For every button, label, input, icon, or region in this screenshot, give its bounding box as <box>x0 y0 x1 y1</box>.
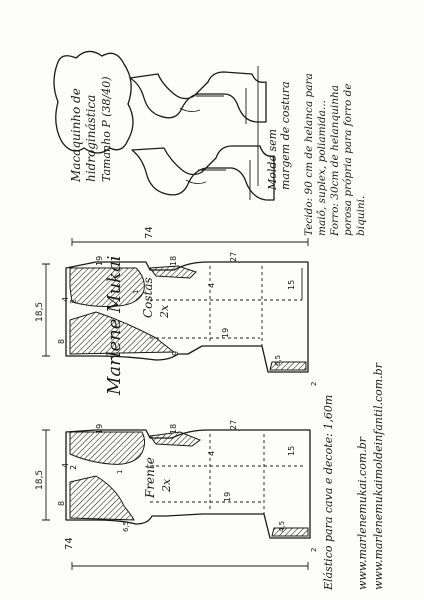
back-m2-crotch: 2 <box>310 381 318 386</box>
signature <box>104 255 125 396</box>
back-m9-low: 9 <box>171 350 180 356</box>
fabric-note-line2: maiô, suplex, poliamida... <box>316 100 328 236</box>
title-line1: Macaquinho de <box>69 88 83 182</box>
back-piece <box>35 226 318 386</box>
front-height-label: 18,5 <box>35 469 45 490</box>
back-m6-crotch: 6,5 <box>274 354 282 366</box>
back-m18-top: 18 <box>169 255 178 266</box>
fabric-note-line5: biquini. <box>355 195 367 236</box>
back-m8-left: 8 <box>57 338 66 344</box>
front-m1-mid: 1 <box>116 469 124 474</box>
front-m4-left: 4 <box>61 462 70 468</box>
front-m4-mid: 4 <box>207 450 216 456</box>
front-m15-side: 15 <box>287 445 296 456</box>
front-m8-left: 8 <box>57 500 66 506</box>
front-m18-top: 18 <box>169 423 178 434</box>
front-neck-facing <box>70 476 134 520</box>
front-piece <box>35 420 318 570</box>
back-height-label: 18,5 <box>35 301 45 322</box>
mold-note-line1: Molde sem <box>266 128 279 190</box>
front-piece-label: Frente <box>143 457 157 498</box>
front-width-label: 74 <box>64 537 75 550</box>
back-m19-top: 19 <box>95 255 104 266</box>
front-m2-left: 2 <box>69 464 78 470</box>
back-m1-mid: 1 <box>132 289 140 294</box>
front-m6-low: 6,5 <box>122 520 130 532</box>
fabric-note-line4: porosa própria para forro de <box>342 83 354 236</box>
back-m27-top: 27 <box>229 251 238 262</box>
fabric-note-line3: Forro: 30cm de helanquinha <box>329 84 341 236</box>
silhouette-front-view <box>132 146 274 200</box>
back-m4-mid: 4 <box>207 282 216 288</box>
front-m27-top: 27 <box>229 419 238 430</box>
back-shoulder-facing <box>150 266 196 278</box>
back-m19-low: 19 <box>221 327 230 338</box>
svg-text:Marlene Mukai: Marlene Mukai <box>104 255 125 395</box>
back-m4-left: 4 <box>61 296 70 302</box>
back-m2-left: 2 <box>69 298 78 304</box>
url-2: www.marlenemukaimoldeinfantil.com.br <box>372 363 385 590</box>
front-piece-count: 2x <box>160 478 173 492</box>
url-1: www.marlenemukai.com.br <box>356 436 369 590</box>
fabric-note-line1: Tecido: 90 cm de helanca para <box>303 73 315 236</box>
front-m19-low: 19 <box>223 491 232 502</box>
silhouette-back-view <box>130 72 266 124</box>
front-m4-crotch: 4,5 <box>278 520 286 532</box>
fabric-note <box>303 73 367 237</box>
title-line3: Tamanho P (38/40) <box>100 76 113 182</box>
front-m2-crotch: 2 <box>310 547 318 552</box>
front-width-dimension <box>72 562 308 570</box>
back-piece-count: 2x <box>158 304 171 318</box>
title-line2: hidroginástica <box>84 94 98 182</box>
mold-note <box>266 81 292 191</box>
back-width-dimension <box>72 238 308 246</box>
title-cloud <box>54 51 133 183</box>
front-armhole-facing <box>70 432 145 464</box>
back-piece-label: Costas <box>141 277 155 318</box>
elastic-note <box>322 395 335 591</box>
front-m19-top: 19 <box>95 423 104 434</box>
back-width-label: 74 <box>144 226 155 239</box>
back-m15-side: 15 <box>287 279 296 290</box>
mold-note-line2: margem de costura <box>279 81 292 190</box>
svg-text:Elástico para cava e decote: 1: Elástico para cava e decote: 1,60m <box>322 394 335 590</box>
urls <box>356 362 385 590</box>
